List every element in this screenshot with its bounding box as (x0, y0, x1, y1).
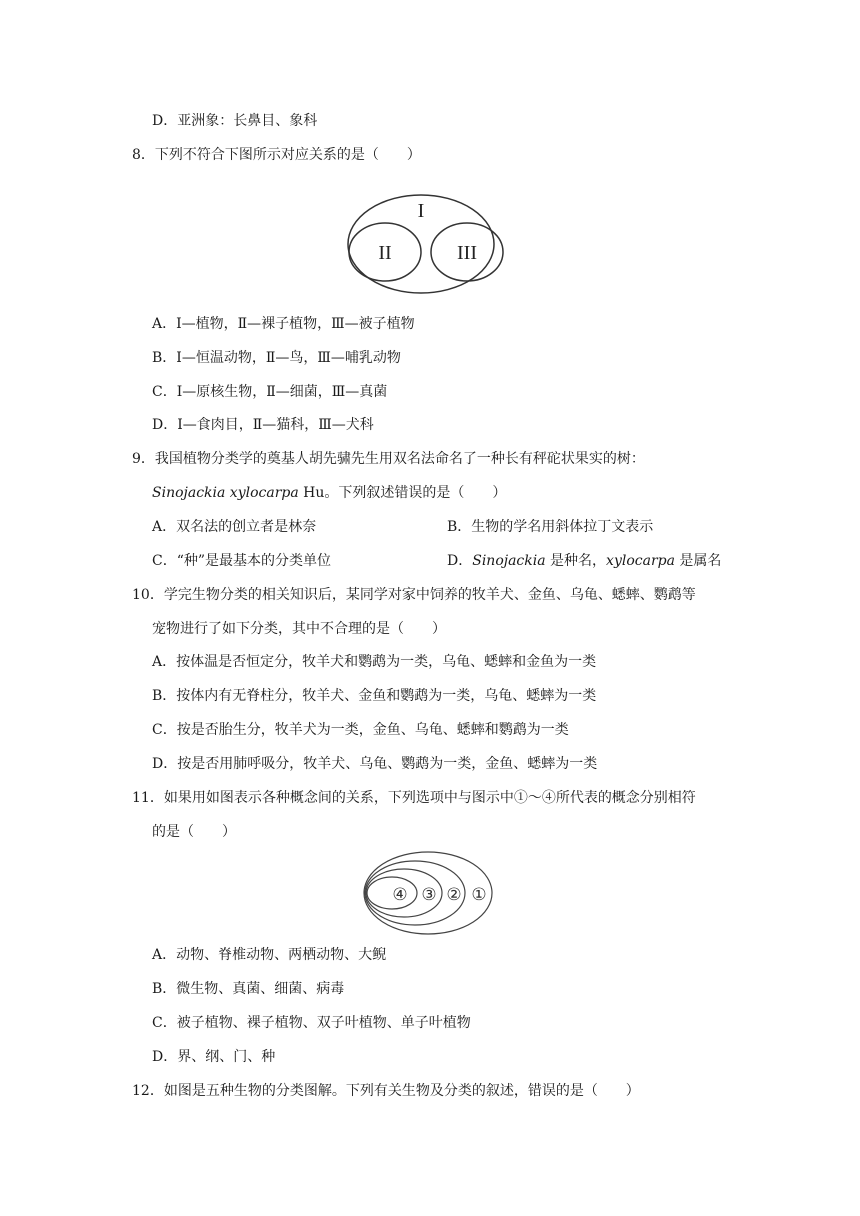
q8-left-ellipse (349, 223, 421, 281)
q8-right-ellipse (431, 223, 503, 281)
q9-option-d-mid: 是种名， (545, 553, 607, 569)
q11-ellipse-1 (364, 852, 492, 934)
q10-option-d: D．按是否用肺呼吸分，牧羊犬、乌龟、鹦鹉为一类，金鱼、蟋蟀为一类 (152, 756, 598, 772)
q8-label-outer: I (417, 200, 425, 222)
q11-label-1: ① (471, 885, 487, 905)
q11-option-c: C．被子植物、裸子植物、双子叶植物、单子叶植物 (152, 1015, 471, 1031)
q9-stem-rest: Hu。下列叙述错误的是（ ） (298, 485, 507, 501)
q9-option-b: B．生物的学名用斜体拉丁文表示 (447, 519, 654, 535)
q11-label-3: ③ (421, 885, 437, 905)
q8-label-left: II (378, 242, 392, 264)
q11-option-a: A．动物、脊椎动物、两栖动物、大鲵 (152, 947, 387, 963)
q10-stem-line1: 10．学完生物分类的相关知识后，某同学对家中饲养的牧羊犬、金鱼、乌龟、蟋蟀、鹦鹉等 (132, 587, 696, 603)
q11-label-4: ④ (392, 885, 408, 905)
q9-scientific-name: Sinojackia xylocarpa (152, 485, 299, 501)
q9-option-d-suffix: 是属名 (674, 553, 722, 569)
q11-label-2: ② (446, 885, 462, 905)
q11-stem-line2: 的是（ ） (152, 824, 236, 840)
q8-option-a: A．Ⅰ—植物，Ⅱ—裸子植物，Ⅲ—被子植物 (152, 316, 415, 332)
q7-option-d: D．亚洲象：长鼻目、象科 (152, 113, 318, 129)
q8-label-right: III (457, 242, 477, 264)
q9-option-c: C．“种”是最基本的分类单位 (152, 553, 332, 569)
q9-option-a: A．双名法的创立者是林奈 (152, 519, 317, 535)
q8-option-b: B．Ⅰ—恒温动物，Ⅱ—鸟，Ⅲ—哺乳动物 (152, 350, 401, 366)
q11-stem-line1: 11．如果用如图表示各种概念间的关系，下列选项中与图示中①～④所代表的概念分别相符 (132, 790, 696, 806)
q8-stem: 8．下列不符合下图所示对应关系的是（ ） (132, 147, 421, 163)
q9-option-d-species: xylocarpa (606, 553, 675, 569)
q9-option-d-genus: Sinojackia (472, 553, 546, 569)
q9-stem-line1: 9．我国植物分类学的奠基人胡先骕先生用双名法命名了一种长有秤砣状果实的树： (132, 451, 645, 467)
q8-outer-ellipse (348, 195, 494, 293)
q10-stem-line2: 宠物进行了如下分类，其中不合理的是（ ） (152, 621, 446, 637)
q10-option-c: C．按是否胎生分，牧羊犬为一类，金鱼、乌龟、蟋蟀和鹦鹉为一类 (152, 722, 569, 738)
q10-option-b: B．按体内有无脊柱分，牧羊犬、金鱼和鹦鹉为一类，乌龟、蟋蟀为一类 (152, 688, 597, 704)
q11-ellipse-3 (366, 869, 442, 917)
q8-option-d: D．Ⅰ—食肉目，Ⅱ—猫科，Ⅲ—犬科 (152, 417, 374, 433)
q9-stem-line2 (152, 483, 506, 503)
q8-option-c: C．Ⅰ—原核生物，Ⅱ—细菌，Ⅲ—真菌 (152, 384, 388, 400)
q9-option-d (447, 551, 721, 571)
q11-ellipse-2 (365, 861, 465, 925)
q11-ellipse-4 (367, 877, 417, 909)
q11-option-d: D．界、纲、门、种 (152, 1049, 276, 1065)
q9-option-d-prefix: D． (447, 553, 473, 569)
q11-option-b: B．微生物、真菌、细菌、病毒 (152, 981, 345, 997)
q10-option-a: A．按体温是否恒定分，牧羊犬和鹦鹉为一类，乌龟、蟋蟀和金鱼为一类 (152, 654, 597, 670)
q12-stem: 12．如图是五种生物的分类图解。下列有关生物及分类的叙述，错误的是（ ） (132, 1083, 640, 1099)
